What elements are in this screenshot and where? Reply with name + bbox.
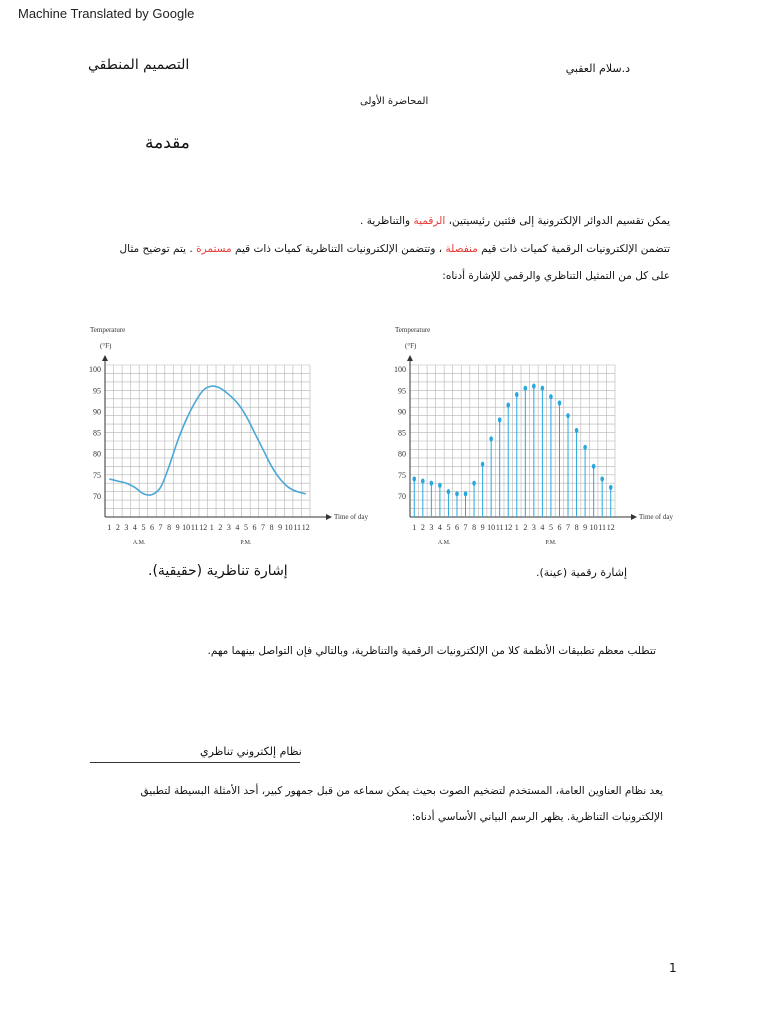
sample-point xyxy=(558,400,562,405)
y-tick-label: 70 xyxy=(398,491,406,501)
x-axis-label: Time of day xyxy=(334,513,368,521)
x-tick-label: 11 xyxy=(598,523,607,532)
section-underline xyxy=(90,762,300,763)
sample-point xyxy=(430,481,434,486)
y-tick-label: 80 xyxy=(93,449,101,459)
period-label: A.M. xyxy=(132,540,146,546)
x-tick-label: 1 xyxy=(412,523,417,532)
sample-point xyxy=(447,489,451,494)
section-line-1: يعد نظام العناوين العامة، المستخدم لتضخيم الصوت بحيث يمكن سماعه من قبل جمهور كبير، أحد الأمثلة البسيطة لتطبيق xyxy=(140,785,663,797)
section-line-2: الإلكترونيات التناظرية. يظهر الرسم البياني الأساسي أدناه: xyxy=(411,811,663,823)
analog-chart xyxy=(80,320,380,550)
intro-text: ، وتتضمن الإلكترونيات التناظرية كميات ذات قيم xyxy=(231,243,446,255)
x-tick-label: 5 xyxy=(548,523,553,532)
x-tick-label: 3 xyxy=(124,523,129,532)
x-tick-label: 6 xyxy=(557,523,562,532)
x-tick-label: 6 xyxy=(252,523,257,532)
x-tick-label: 5 xyxy=(243,523,248,532)
sample-point xyxy=(489,436,493,441)
period-label: A.M. xyxy=(437,540,451,546)
x-tick-label: 4 xyxy=(437,523,442,532)
intro-text: . يتم توضيح مثال xyxy=(119,243,197,255)
sample-point xyxy=(592,464,596,469)
x-tick-label: 7 xyxy=(158,523,163,532)
x-tick-label: 2 xyxy=(115,523,120,532)
x-tick-label: 12 xyxy=(606,523,615,532)
x-tick-label: 2 xyxy=(218,523,223,532)
intro-text: يمكن تقسيم الدوائر الإلكترونية إلى فئتين رئيسيتين، xyxy=(445,215,670,227)
x-tick-label: 1 xyxy=(209,523,214,532)
x-tick-label: 8 xyxy=(472,523,477,532)
x-tick-label: 9 xyxy=(583,523,588,532)
x-tick-label: 5 xyxy=(446,523,451,532)
x-tick-label: 11 xyxy=(190,523,199,532)
sample-point xyxy=(455,491,459,496)
x-tick-label: 7 xyxy=(566,523,571,532)
sample-point xyxy=(438,483,442,488)
y-tick-label: 90 xyxy=(93,407,101,417)
section-title: نظام إلكتروني تناظري xyxy=(200,745,302,758)
x-tick-label: 7 xyxy=(261,523,266,532)
y-tick-label: 90 xyxy=(398,407,406,417)
x-tick-label: 1 xyxy=(514,523,519,532)
sample-point xyxy=(532,384,536,389)
y-axis-label: Temperature xyxy=(395,326,431,334)
x-tick-label: 2 xyxy=(420,523,425,532)
sample-point xyxy=(541,386,545,391)
x-tick-label: 10 xyxy=(589,523,598,532)
x-tick-label: 8 xyxy=(167,523,172,532)
y-tick-label: 95 xyxy=(398,386,406,396)
sample-point xyxy=(524,386,528,391)
x-tick-label: 4 xyxy=(132,523,137,532)
sample-point xyxy=(412,476,416,481)
x-tick-label: 12 xyxy=(199,523,208,532)
intro-line-2 xyxy=(119,243,670,255)
sample-point xyxy=(583,445,587,450)
sample-point xyxy=(472,481,476,486)
x-tick-label: 9 xyxy=(480,523,485,532)
analog-caption: إشارة تناظرية (حقيقية). xyxy=(148,563,288,579)
x-tick-label: 10 xyxy=(182,523,191,532)
highlight-discrete: منفصلة xyxy=(445,243,478,255)
x-tick-label: 10 xyxy=(284,523,293,532)
y-tick-label: 100 xyxy=(89,365,101,375)
x-tick-label: 3 xyxy=(226,523,231,532)
x-tick-label: 12 xyxy=(301,523,310,532)
author-name: د.سلام العقبي xyxy=(565,62,630,75)
period-label: P.M. xyxy=(545,540,557,546)
y-tick-label: 75 xyxy=(398,470,406,480)
sample-point xyxy=(498,417,502,422)
sample-point xyxy=(421,479,425,484)
digital-caption: إشارة رقمية (عينة). xyxy=(536,566,628,579)
y-tick-label: 85 xyxy=(398,428,406,438)
x-axis-arrow xyxy=(326,514,332,520)
sample-point xyxy=(566,413,570,418)
sample-point xyxy=(481,462,485,467)
intro-text: والتناظرية . xyxy=(360,215,414,227)
x-tick-label: 8 xyxy=(574,523,579,532)
x-tick-label: 11 xyxy=(293,523,302,532)
y-tick-label: 75 xyxy=(93,470,101,480)
y-tick-label: 95 xyxy=(93,386,101,396)
sample-point xyxy=(506,403,510,408)
y-tick-label: 100 xyxy=(394,365,406,375)
x-axis-label: Time of day xyxy=(639,513,673,521)
body-paragraph: تتطلب معظم تطبيقات الأنظمة كلا من الإلكترونيات الرقمية والتناظرية، وبالتالي فإن التواصل بينهما مهم. xyxy=(207,645,656,657)
x-tick-label: 9 xyxy=(278,523,283,532)
x-tick-label: 1 xyxy=(107,523,112,532)
x-tick-label: 9 xyxy=(175,523,180,532)
x-tick-label: 6 xyxy=(149,523,154,532)
x-tick-label: 3 xyxy=(531,523,536,532)
sample-point xyxy=(549,394,553,399)
y-tick-label: 85 xyxy=(93,428,101,438)
x-tick-label: 11 xyxy=(495,523,504,532)
y-axis-label: Temperature xyxy=(90,326,126,334)
x-tick-label: 6 xyxy=(454,523,459,532)
highlight-digital: الرقمية xyxy=(413,215,446,227)
page-number: 1 xyxy=(669,961,677,975)
intro-line-3: على كل من التمثيل التناظري والرقمي للإشارة أدناه: xyxy=(442,270,670,282)
highlight-continuous: مستمرة xyxy=(196,243,232,255)
course-title: التصميم المنطقي xyxy=(88,57,190,73)
sample-point xyxy=(609,485,613,490)
y-tick-label: 70 xyxy=(93,491,101,501)
x-tick-label: 4 xyxy=(540,523,545,532)
intro-line-1 xyxy=(360,215,670,227)
x-tick-label: 10 xyxy=(487,523,496,532)
x-tick-label: 5 xyxy=(141,523,146,532)
x-tick-label: 3 xyxy=(429,523,434,532)
translation-banner: Machine Translated by Google xyxy=(18,6,195,21)
sample-point xyxy=(575,428,579,433)
x-tick-label: 7 xyxy=(463,523,468,532)
x-tick-label: 12 xyxy=(504,523,513,532)
digital-chart xyxy=(385,320,685,550)
y-axis-unit: (°F) xyxy=(100,342,112,350)
y-axis-arrow xyxy=(102,355,108,361)
x-tick-label: 4 xyxy=(235,523,240,532)
x-tick-label: 2 xyxy=(523,523,528,532)
page-heading: مقدمة xyxy=(145,133,190,153)
x-tick-label: 8 xyxy=(269,523,274,532)
sample-point xyxy=(515,392,519,397)
y-tick-label: 80 xyxy=(398,449,406,459)
x-axis-arrow xyxy=(631,514,637,520)
intro-text: تتضمن الإلكترونيات الرقمية كميات ذات قيم xyxy=(477,243,670,255)
sample-point xyxy=(600,476,604,481)
period-label: P.M. xyxy=(240,540,252,546)
y-axis-arrow xyxy=(407,355,413,361)
lecture-label: المحاضرة الأولى xyxy=(360,96,429,107)
sample-point xyxy=(464,491,468,496)
y-axis-unit: (°F) xyxy=(405,342,417,350)
